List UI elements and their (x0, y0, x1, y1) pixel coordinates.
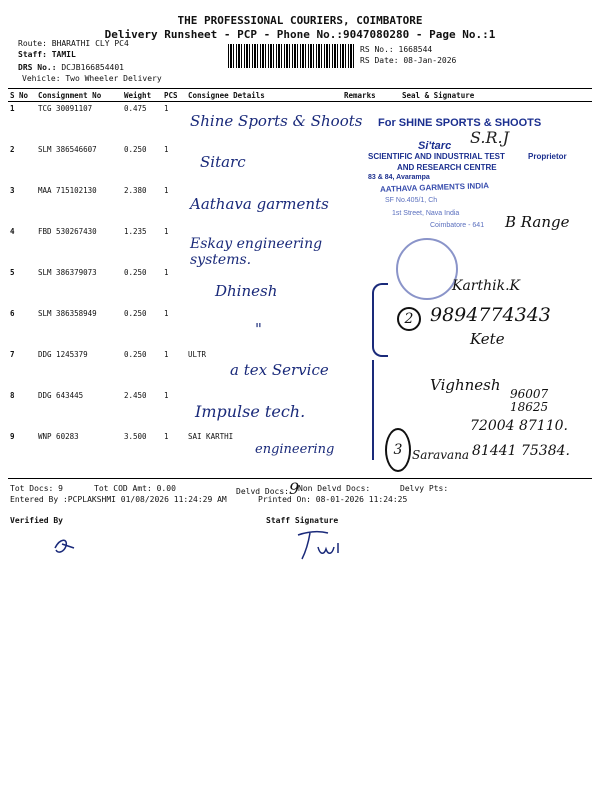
page-subtitle: Delivery Runsheet - PCP - Phone No.:9047080280 - Page No.:1 (104, 28, 496, 41)
vighnesh-number: 96007 18625 (510, 387, 549, 414)
row-weight: 0.250 (124, 350, 147, 359)
row-weight: 0.250 (124, 268, 147, 277)
page-title: THE PROFESSIONAL COURIERS, COIMBATORE (177, 14, 423, 27)
row-sno: 9 (10, 432, 15, 441)
seal-sitarc-brand: Si'tarc (418, 140, 452, 152)
row-remarks (342, 184, 380, 225)
row-weight: 2.380 (124, 186, 147, 195)
table-row (8, 143, 592, 184)
bracket-brace-2 (372, 283, 388, 357)
row-pcs: 1 (164, 350, 169, 359)
staff-label: Staff: TAMIL (18, 50, 76, 59)
handwritten-consignee-1: Shine Sports & Shoots (190, 112, 363, 130)
staff-signature-label: Staff Signature (266, 516, 339, 525)
row-consignment-no: DDG 643445 (38, 391, 84, 400)
row-consignment-no: SLM 386546607 (38, 145, 97, 154)
verified-by-label: Verified By (10, 516, 63, 525)
row-pcs: 1 (164, 268, 169, 277)
seal-aathava-address-2: 1st Street, Nava India (392, 210, 460, 217)
col-header-consignment: Consignment No (36, 89, 122, 102)
barcode (228, 44, 356, 68)
saravana-phone-1: 72004 87110. (470, 418, 568, 434)
seal-sitarc-proprietor: Proprietor (528, 152, 567, 161)
circle-number-2: 2 (397, 307, 421, 331)
row-weight: 0.250 (124, 309, 147, 318)
row-consignment-no: SLM 386358949 (38, 309, 97, 318)
delivery-points: Delvy Pts: (400, 484, 449, 493)
col-header-sno: S No (8, 89, 36, 102)
circle-number-3: 3 (385, 428, 411, 472)
vighnesh-name: Vighnesh (430, 376, 501, 394)
seal-sitarc-name2: AND RESEARCH CENTRE (397, 163, 497, 172)
handwritten-consignee-3: Aathava garments (190, 195, 329, 213)
vehicle-label: Vehicle: Two Wheeler Delivery (22, 74, 162, 83)
printed-on: Printed On: 08-01-2026 11:24:25 (258, 495, 408, 504)
drs-label: DRS No.: (18, 63, 57, 72)
row-pcs: 1 (164, 186, 169, 195)
drs-number (18, 62, 124, 73)
handwritten-consignee-4: Eskay engineering systems. (190, 236, 323, 268)
handwritten-consignee-2: Sitarc (200, 153, 246, 171)
non-delivered-docs: Non Delvd Docs: (298, 484, 371, 493)
entered-by: Entered By :PCPLAKSHMI 01/08/2026 11:24:29 AM (10, 495, 227, 504)
total-docs: Tot Docs: 9 (10, 484, 63, 493)
rs-date: RS Date: 08-Jan-2026 (360, 56, 457, 65)
seal-aathava-address-3: Coimbatore - 641 (430, 222, 485, 229)
row-consignment-no: WNP 60283 (38, 432, 79, 441)
col-header-remarks: Remarks (342, 89, 380, 102)
row-consignee-printed: ULTR (188, 350, 207, 359)
row-sno: 6 (10, 309, 15, 318)
row-pcs: 1 (164, 309, 169, 318)
row-sno: 5 (10, 268, 15, 277)
col-header-seal: Seal & Signature (380, 89, 592, 102)
row-weight: 0.475 (124, 104, 147, 113)
row-pcs: 1 (164, 104, 169, 113)
seal-sitarc-name: SCIENTIFIC AND INDUSTRIAL TEST (368, 152, 505, 161)
karthik-phone: 9894774343 (430, 304, 551, 326)
row-consignee-printed (186, 307, 342, 348)
row-weight: 0.250 (124, 145, 147, 154)
handwritten-consignee-7: a tex Service (230, 361, 329, 379)
row-sno: 1 (10, 104, 15, 113)
row-sno: 7 (10, 350, 15, 359)
table-header-row (8, 89, 592, 102)
seal-round-stamp (396, 238, 458, 300)
karthik-name: Karthik.K (452, 278, 521, 294)
signature-shine: S.R.J (470, 128, 510, 147)
row-consignment-no: FBD 530267430 (38, 227, 97, 236)
seal-shine-sports: For SHINE SPORTS & SHOOTS (378, 117, 542, 129)
col-header-consignee: Consignee Details (186, 89, 342, 102)
saravana-phone-2: 81441 75384. (472, 443, 570, 459)
row-weight: 2.450 (124, 391, 147, 400)
row-pcs: 1 (164, 227, 169, 236)
signature-range: B Range (505, 213, 570, 231)
seal-aathava: AATHAVA GARMENTS INDIA (379, 181, 490, 194)
row-weight: 3.500 (124, 432, 147, 441)
row-pcs: 1 (164, 432, 169, 441)
row-consignment-no: SLM 386379073 (38, 268, 97, 277)
verified-signature (50, 530, 80, 560)
total-cod-amount: Tot COD Amt: 0.00 (94, 484, 176, 493)
drs-value: DCJB166854401 (61, 63, 124, 72)
row-pcs: 1 (164, 145, 169, 154)
row-sno: 8 (10, 391, 15, 400)
route-label: Route: BHARATHI CLY PC4 (18, 39, 129, 48)
row-consignment-no: TCG 30091107 (38, 104, 93, 113)
row-sno: 3 (10, 186, 15, 195)
row-consignment-no: DDG 1245379 (38, 350, 88, 359)
handwritten-consignee-9: engineering (255, 442, 335, 457)
rs-number: RS No.: 1668544 (360, 45, 433, 54)
footer-divider (8, 478, 592, 479)
row-sno: 2 (10, 145, 15, 154)
staff-signature (290, 525, 350, 565)
row-pcs: 1 (164, 391, 169, 400)
col-header-pcs: PCS (162, 89, 186, 102)
row-consignment-no: MAA 715102130 (38, 186, 97, 195)
col-header-weight: Weight (122, 89, 162, 102)
delivered-docs-value: 9 (288, 479, 300, 498)
handwritten-consignee-5: Dhinesh (215, 282, 278, 300)
handwritten-consignee-6: " (255, 320, 262, 338)
row-sno: 4 (10, 227, 15, 236)
seal-aathava-address-1: SF No.405/1, Ch (385, 197, 438, 204)
row-consignee-printed: SAI KARTHI (188, 432, 234, 441)
handwritten-consignee-8: Impulse tech. (195, 402, 306, 421)
karthik-signature: Kete (470, 330, 505, 348)
saravana-name: Saravana (412, 448, 470, 462)
delivered-docs-label: Delvd Docs: (236, 487, 289, 496)
seal-sitarc-address: 83 & 84, Avarampa (368, 174, 430, 181)
row-weight: 1.235 (124, 227, 147, 236)
